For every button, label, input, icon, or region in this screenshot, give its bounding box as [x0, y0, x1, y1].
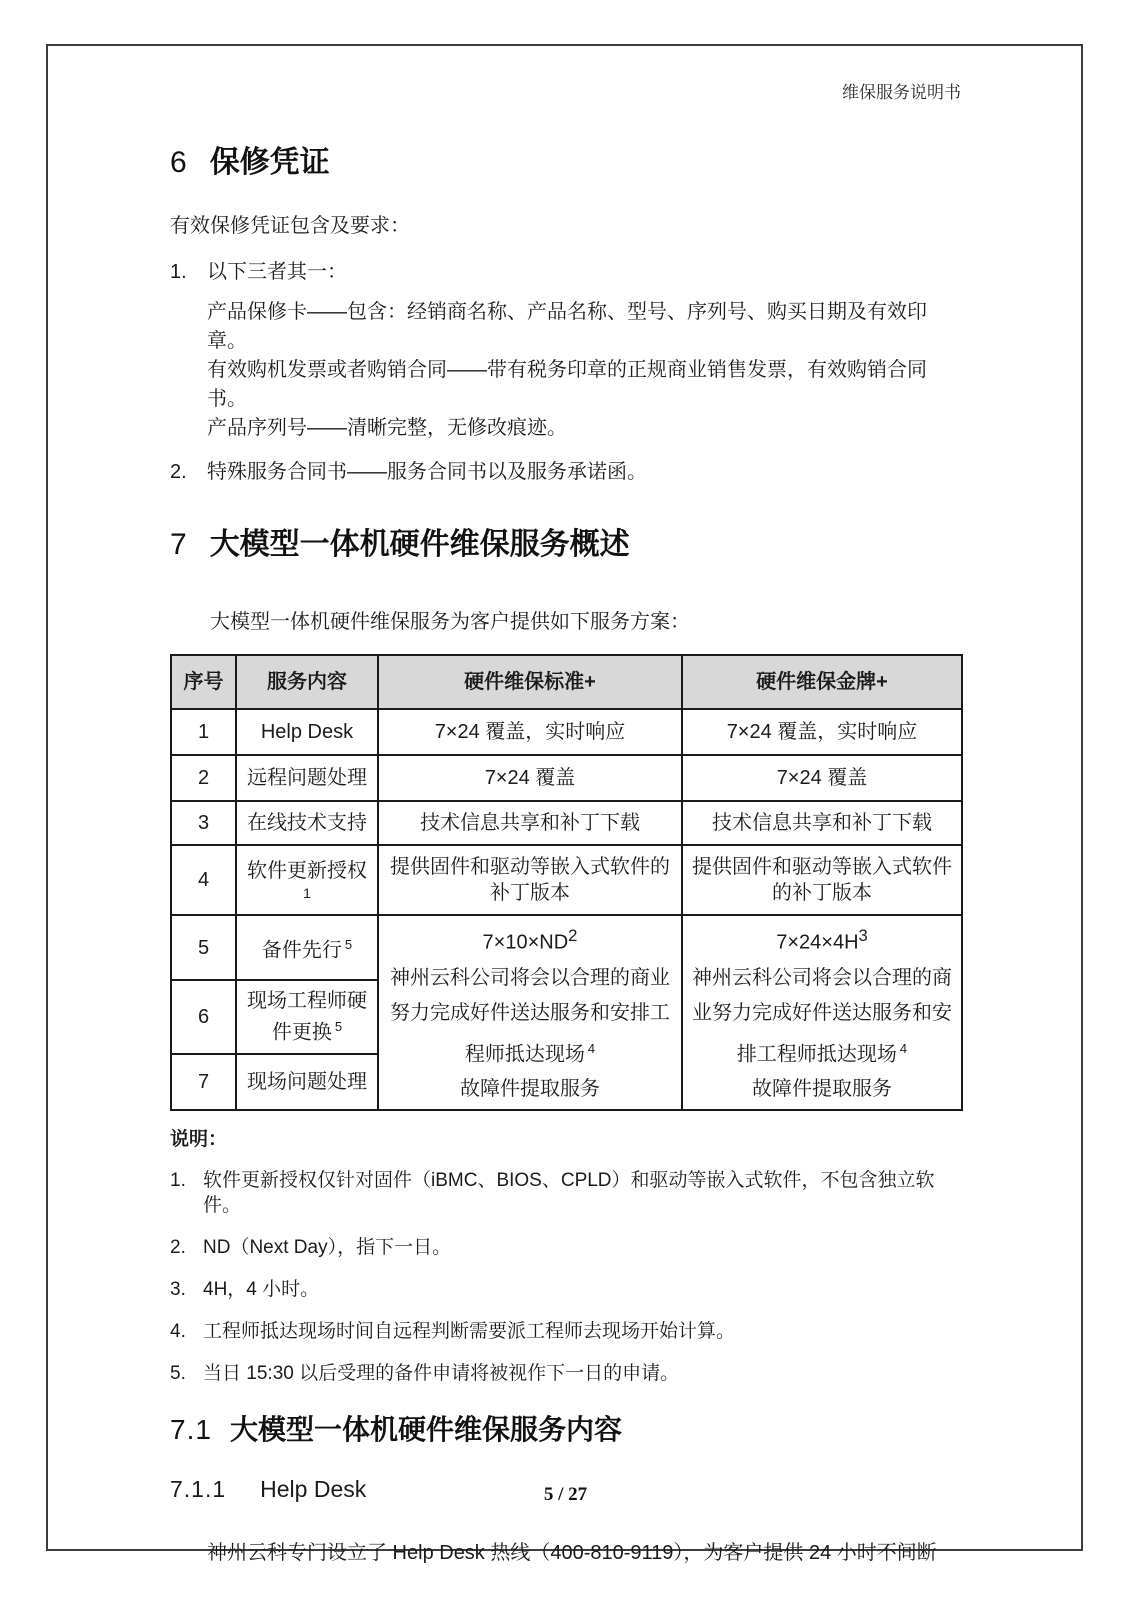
list-item [170, 259, 961, 285]
section-7-number: 7 [170, 528, 188, 561]
section-7-intro: 大模型一体机硬件维保服务为客户提供如下服务方案： [210, 611, 690, 633]
cell-no: 2 [171, 755, 236, 801]
superscript-note-ref: 2 [568, 926, 578, 945]
section-7-1-title: 大模型一体机硬件维保服务内容 [229, 1414, 622, 1446]
superscript-note-ref: 1 [303, 885, 311, 901]
note-number: 3. [170, 1279, 186, 1301]
helpdesk-paragraph: 神州云科专门设立了 Help Desk 热线（400-810-9119），为客户提供 24 小时不间断 [207, 1542, 937, 1565]
sub-paragraph: 有效购机发票或者购销合同——带有税务印章的正规商业销售发票，有效购销合同书。 [207, 359, 927, 410]
note-item [170, 1168, 961, 1218]
table-row [171, 845, 962, 915]
cell-standard: 7×24 覆盖，实时响应 [378, 709, 682, 755]
note-text: 当日 15:30 以后受理的备件申请将被视作下一日的申请。 [203, 1363, 680, 1385]
table-row [171, 801, 962, 845]
table-row [171, 709, 962, 755]
cell-no: 1 [171, 709, 236, 755]
section-7-1-number: 7.1 [170, 1414, 212, 1446]
list-item-text: 特殊服务合同书——服务合同书以及服务承诺函。 [207, 461, 647, 483]
page-number: 5 / 27 [543, 1484, 588, 1505]
cell-service-text: 软件更新授权 [247, 860, 367, 882]
cell-no: 5 [171, 915, 236, 980]
service-plan-table [170, 654, 963, 1111]
cell-service: 现场问题处理 [236, 1054, 378, 1110]
cell-standard: 提供固件和驱动等嵌入式软件的补丁版本 [378, 845, 682, 915]
note-text: 4H，4 小时。 [203, 1279, 320, 1301]
note-item [170, 1319, 961, 1344]
note-number: 1. [170, 1170, 186, 1192]
superscript-note-ref: 4 [587, 1040, 596, 1056]
column-header-no: 序号 [171, 655, 236, 709]
cell-no: 6 [171, 980, 236, 1054]
merged-tail: 故障件提取服务 [460, 1078, 600, 1101]
cell-gold-merged [682, 915, 962, 1110]
section-7-1-1-title: Help Desk [260, 1476, 367, 1503]
column-header-service: 服务内容 [236, 655, 378, 709]
merged-body [383, 961, 677, 1073]
section-6-heading [170, 145, 961, 181]
section-6-number: 6 [170, 146, 188, 179]
superscript-note-ref: 5 [334, 1019, 343, 1035]
sub-paragraph: 产品保修卡——包含：经销商名称、产品名称、型号、序列号、购买日期及有效印章。 [207, 301, 927, 352]
cell-standard-merged [378, 915, 682, 1110]
note-item [170, 1277, 961, 1302]
merged-body [687, 961, 957, 1073]
page-content [170, 0, 961, 1567]
table-header-row [171, 655, 962, 709]
note-number: 4. [170, 1321, 186, 1343]
cell-service [236, 980, 378, 1054]
table-row [171, 915, 962, 980]
cell-service [236, 845, 378, 915]
section-7-title: 大模型一体机硬件维保服务概述 [209, 528, 630, 561]
merged-head-text: 7×24×4H [776, 931, 859, 954]
merged-head [687, 918, 957, 961]
superscript-note-ref: 4 [899, 1040, 908, 1056]
section-7-1-1-number: 7.1.1 [170, 1476, 227, 1503]
merged-tail: 故障件提取服务 [752, 1078, 892, 1101]
section-7-1-heading [170, 1413, 961, 1447]
cell-service: 在线技术支持 [236, 801, 378, 845]
cell-service: Help Desk [236, 709, 378, 755]
cell-no: 7 [171, 1054, 236, 1110]
sub-paragraph: 产品序列号——清晰完整，无修改痕迹。 [207, 417, 567, 439]
superscript-note-ref: 5 [344, 936, 353, 952]
list-item-number: 1. [170, 261, 187, 283]
list-item [170, 459, 961, 485]
notes-label: 说明： [170, 1129, 228, 1151]
cell-standard: 技术信息共享和补丁下载 [378, 801, 682, 845]
cell-no: 3 [171, 801, 236, 845]
superscript-note-ref: 3 [858, 926, 868, 945]
cell-service-text: 现场工程师硬件更换 [247, 990, 367, 1044]
merged-body-text: 神州云科公司将会以合理的商业努力完成好件送达服务和安排工程师抵达现场 [390, 966, 670, 1066]
cell-gold: 7×24 覆盖 [682, 755, 962, 801]
section-7-heading [170, 527, 961, 563]
section-6-title: 保修凭证 [209, 146, 330, 179]
note-number: 5. [170, 1363, 186, 1385]
cell-gold: 技术信息共享和补丁下载 [682, 801, 962, 845]
running-header: 维保服务说明书 [842, 83, 961, 102]
list-sub-paragraphs [170, 298, 961, 443]
section-6-intro: 有效保修凭证包含及要求： [170, 215, 410, 237]
note-item [170, 1361, 961, 1386]
note-item [170, 1235, 961, 1260]
cell-service [236, 915, 378, 980]
merged-body-text: 神州云科公司将会以合理的商业努力完成好件送达服务和安排工程师抵达现场 [692, 966, 952, 1066]
list-item-number: 2. [170, 461, 187, 483]
cell-no: 4 [171, 845, 236, 915]
cell-service-text: 备件先行 [261, 939, 342, 962]
cell-gold: 7×24 覆盖，实时响应 [682, 709, 962, 755]
note-text: ND（Next Day），指下一日。 [203, 1237, 452, 1259]
merged-head-text: 7×10×ND [482, 931, 569, 954]
column-header-gold: 硬件维保金牌+ [682, 655, 962, 709]
note-text: 工程师抵达现场时间自远程判断需要派工程师去现场开始计算。 [203, 1321, 736, 1343]
list-item-text: 以下三者其一： [207, 261, 347, 283]
column-header-standard: 硬件维保标准+ [378, 655, 682, 709]
note-number: 2. [170, 1237, 186, 1259]
note-text: 软件更新授权仅针对固件（iBMC、BIOS、CPLD）和驱动等嵌入式软件，不包含独立软件。 [203, 1170, 935, 1217]
cell-standard: 7×24 覆盖 [378, 755, 682, 801]
table-row [171, 755, 962, 801]
cell-gold: 提供固件和驱动等嵌入式软件的补丁版本 [682, 845, 962, 915]
cell-service: 远程问题处理 [236, 755, 378, 801]
merged-head [383, 918, 677, 961]
